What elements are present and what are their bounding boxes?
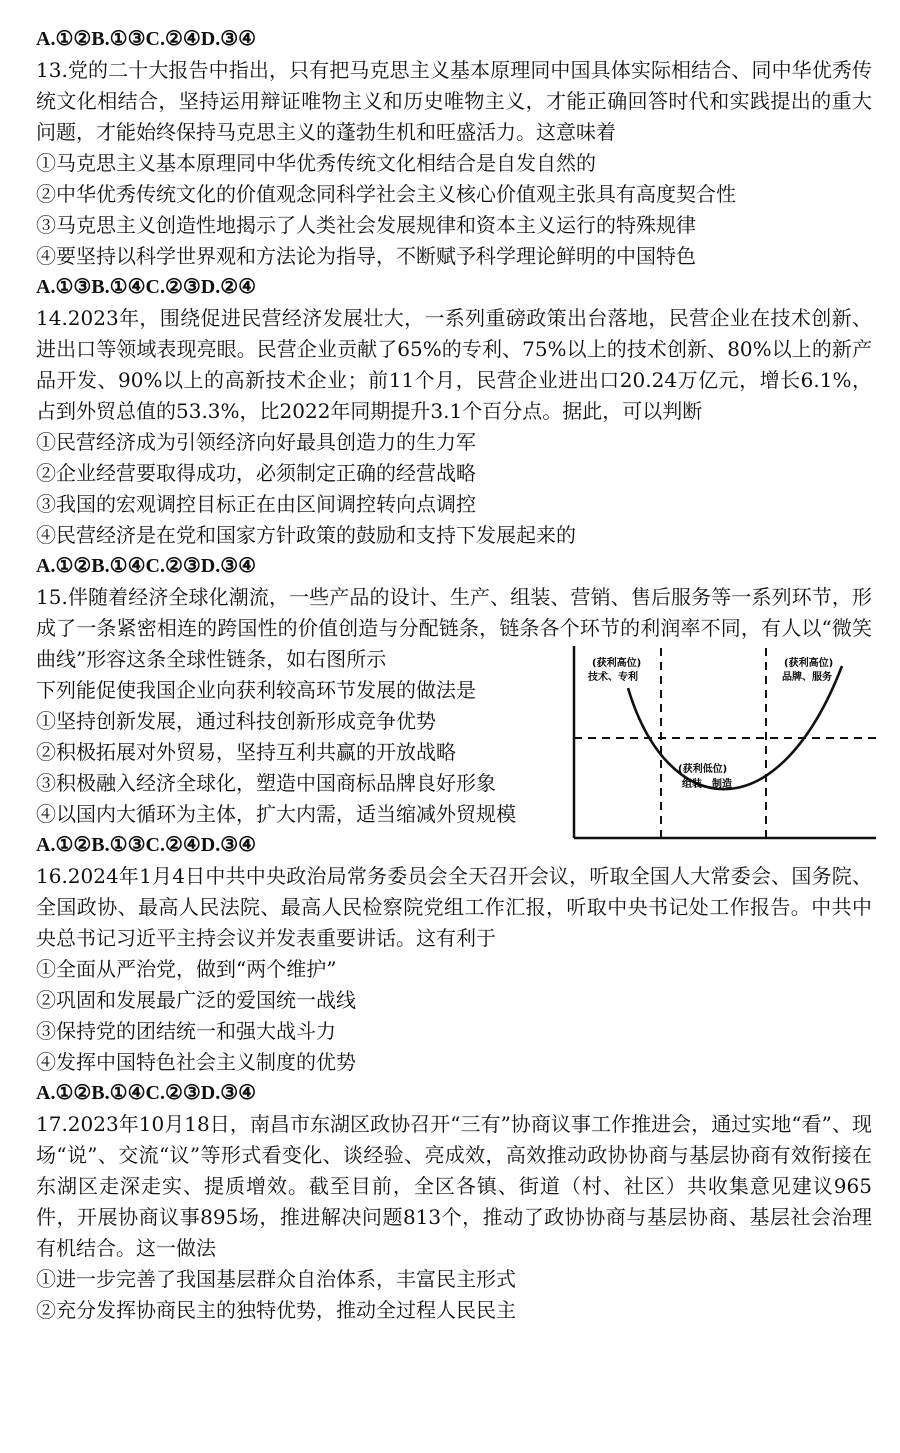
q16-item-1: ①全面从严治党，做到“两个维护” bbox=[36, 957, 337, 981]
q16-item-2: ②巩固和发展最广泛的爱国统一战线 bbox=[36, 988, 356, 1012]
question-13 bbox=[36, 55, 872, 303]
question-15 bbox=[36, 582, 872, 861]
exam-page bbox=[36, 24, 872, 1326]
question-16 bbox=[36, 861, 872, 1109]
q14-stem: 14.2023年，围绕促进民营经济发展壮大，一系列重磅政策出台落地，民营企业在技术创新、进出口等领域表现亮眼。民营企业贡献了65%的专利、75%以上的技术创新、80%以上的新产品开发、90%以上的高新技术企业；前11个月，民营企业进出口20.24万亿元，增长6.1%，占到外贸总值的53.3%，比2022年同期提升3.1个百分点。据此，可以判断 bbox=[36, 306, 872, 423]
smile-curve-svg bbox=[572, 644, 878, 840]
q16-stem: 16.2024年1月4日中共中央政治局常务委员会全天召开会议，听取全国人大常委会、国务院、全国政协、最高人民法院、最高人民检察院党组工作汇报，听取中央书记处工作报告。中共中央总书记习近平主持会议并发表重要讲话。这有利于 bbox=[36, 864, 872, 950]
bottom-label-1: (获利低位) bbox=[678, 764, 728, 775]
q15-item-3: ③积极融入经济全球化，塑造中国商标品牌良好形象 bbox=[36, 771, 496, 795]
q12-options: A.①②B.①③C.②④D.③④ bbox=[36, 28, 257, 50]
q17-item-2: ②充分发挥协商民主的独特优势，推动全过程人民民主 bbox=[36, 1298, 516, 1322]
q15-stem-2: 下列能促使我国企业向获利较高环节发展的做法是 bbox=[36, 678, 476, 702]
question-17 bbox=[36, 1109, 872, 1326]
smile-curve bbox=[628, 666, 842, 789]
q15-item-2: ②积极拓展对外贸易，坚持互利共赢的开放战略 bbox=[36, 740, 456, 764]
q14-item-1: ①民营经济成为引领经济向好最具创造力的生力军 bbox=[36, 430, 476, 454]
q17-stem: 17.2023年10月18日，南昌市东湖区政协召开“三有”协商议事工作推进会，通过实地“看”、现场“说”、交流“议”等形式看变化、谈经验、亮成效，高效推动政协协商与基层协商有效衔接在东湖区走深走实、提质增效。截至目前，全区各镇、街道（村、社区）共收集意见建议965件，开展协商议事895场，推进解决问题813个，推动了政协协商与基层协商、基层社会治理有机结合。这一做法 bbox=[36, 1112, 872, 1260]
q15-item-4: ④以国内大循环为主体，扩大内需，适当缩减外贸规模 bbox=[36, 802, 516, 826]
question-14 bbox=[36, 303, 872, 582]
q14-item-4: ④民营经济是在党和国家方针政策的鼓励和支持下发展起来的 bbox=[36, 523, 576, 547]
q15-item-1: ①坚持创新发展，通过科技创新形成竞争优势 bbox=[36, 709, 436, 733]
q16-item-3: ③保持党的团结统一和强大战斗力 bbox=[36, 1019, 336, 1043]
right-label-2: 品牌、服务 bbox=[782, 672, 832, 683]
left-label-1: (获利高位) bbox=[592, 658, 642, 669]
q13-item-2: ②中华优秀传统文化的价值观念同科学社会主义核心价值观主张具有高度契合性 bbox=[36, 182, 736, 206]
q13-stem: 13.党的二十大报告中指出，只有把马克思主义基本原理同中国具体实际相结合、同中华优秀传统文化相结合，坚持运用辩证唯物主义和历史唯物主义，才能正确回答时代和实践提出的重大问题，才能始终保持马克思主义的蓬勃生机和旺盛活力。这意味着 bbox=[36, 58, 872, 144]
q16-options: A.①②B.①④C.②③D.③④ bbox=[36, 1082, 257, 1104]
right-label-1: (获利高位) bbox=[784, 658, 834, 669]
q14-item-2: ②企业经营要取得成功，必须制定正确的经营战略 bbox=[36, 461, 476, 485]
q14-item-3: ③我国的宏观调控目标正在由区间调控转向点调控 bbox=[36, 492, 476, 516]
q16-item-4: ④发挥中国特色社会主义制度的优势 bbox=[36, 1050, 356, 1074]
left-label-2: 技术、专利 bbox=[588, 672, 638, 683]
q15-stem: 15.伴随着经济全球化潮流，一些产品的设计、生产、组装、营销、售后服务等一系列环节，形成了一条紧密相连的跨国性的价值创造与分配链条，链条各个环节的利润率不同，有人以“微笑曲线”形容这条全球性链条，如右图所示 bbox=[36, 585, 872, 671]
q13-item-1: ①马克思主义基本原理同中华优秀传统文化相结合是自发自然的 bbox=[36, 151, 596, 175]
q13-item-3: ③马克思主义创造性地揭示了人类社会发展规律和资本主义运行的特殊规律 bbox=[36, 213, 696, 237]
q15-options: A.①②B.①③C.②④D.③④ bbox=[36, 834, 257, 856]
q13-item-4: ④要坚持以科学世界观和方法论为指导，不断赋予科学理论鲜明的中国特色 bbox=[36, 244, 696, 268]
q13-options: A.①③B.①④C.②③D.②④ bbox=[36, 276, 257, 298]
q17-item-1: ①进一步完善了我国基层群众自治体系，丰富民主形式 bbox=[36, 1267, 516, 1291]
bottom-label-2: 组装、制造 bbox=[682, 779, 732, 790]
q14-options: A.①②B.①④C.②③D.③④ bbox=[36, 555, 257, 577]
smile-curve-figure bbox=[572, 644, 878, 840]
